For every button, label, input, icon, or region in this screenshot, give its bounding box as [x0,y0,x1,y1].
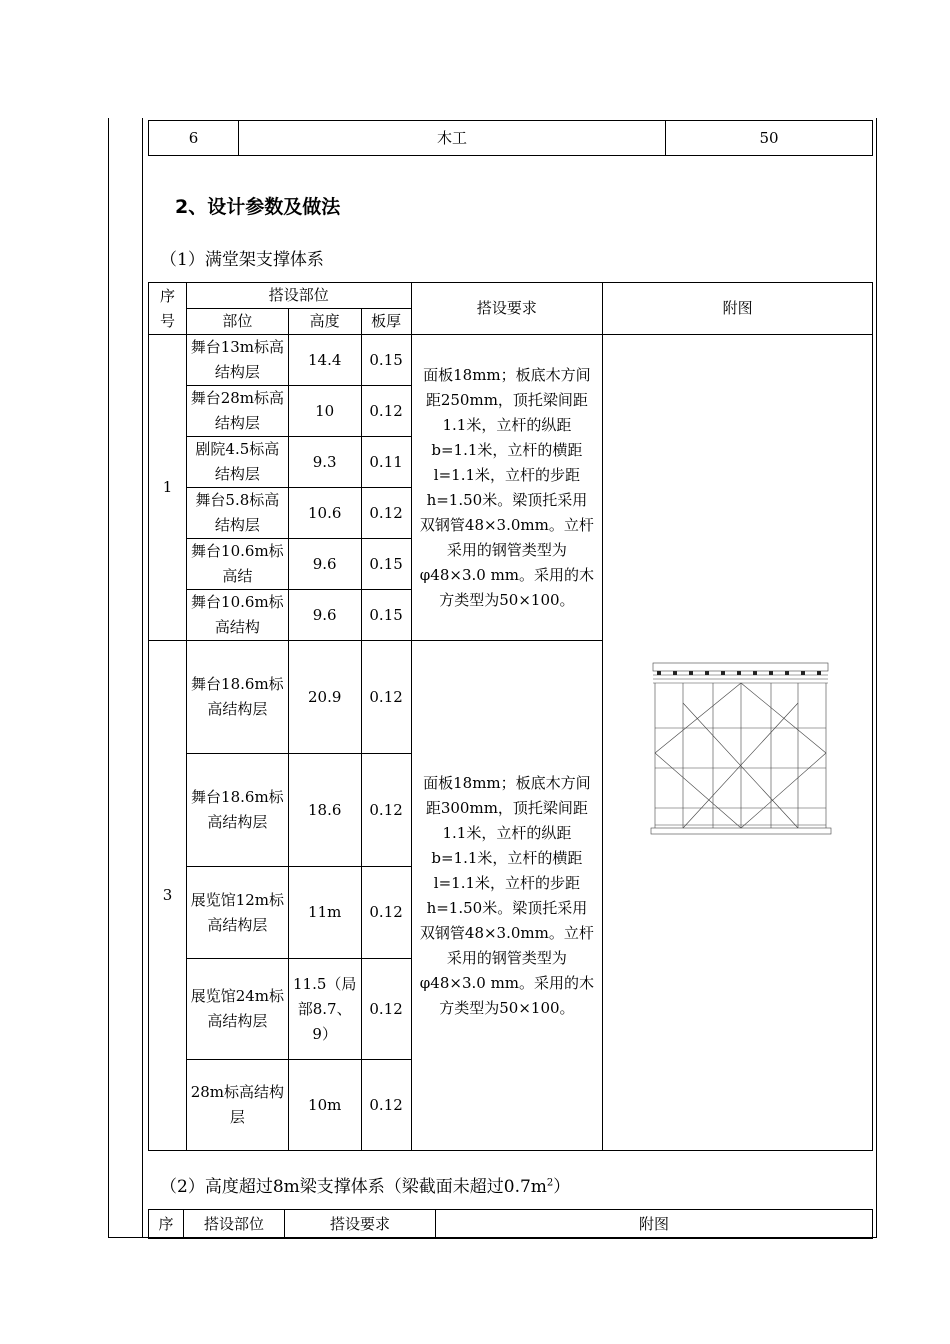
header-location: 搭设部位 [186,283,411,309]
cell-thickness: 0.11 [361,437,411,488]
cell-part: 舞台5.8标高结构层 [186,488,288,539]
cell-part: 展览馆12m标高结构层 [186,867,288,959]
cell-trade: 木工 [239,121,666,156]
trade-table [148,120,873,156]
cell-thickness: 0.12 [361,641,411,754]
cell-part: 剧院4.5标高结构层 [186,437,288,488]
header-no: 序号 [149,283,187,335]
cell-part: 舞台10.6m标高结构 [186,590,288,641]
scaffold-diagram [633,643,843,843]
cell-height: 10 [288,386,361,437]
header-figure: 附图 [603,283,873,335]
cell-thickness: 0.15 [361,335,411,386]
cell-thickness: 0.15 [361,539,411,590]
cell-thickness: 0.12 [361,488,411,539]
group-no: 3 [149,641,187,1151]
cell-thickness: 0.12 [361,867,411,959]
header-thickness: 板厚 [361,309,411,335]
figure-cell [603,335,873,1151]
cell-thickness: 0.12 [361,1060,411,1151]
cell-part: 28m标高结构层 [186,1060,288,1151]
cell-part: 舞台10.6m标高结 [186,539,288,590]
subsection-title-1: （1）满堂架支撑体系 [160,250,324,270]
frame-divider [142,118,143,1238]
cell-thickness: 0.12 [361,754,411,867]
cell-no: 6 [149,121,239,156]
cell-height: 18.6 [288,754,361,867]
cell-thickness: 0.15 [361,590,411,641]
cell-height: 9.3 [288,437,361,488]
requirements-text: 面板18mm；板底木方间距250mm，顶托梁间距1.1米，立杆的纵距b=1.1米，立杆的横距l=1.1米，立杆的步距h=1.50米。梁顶托采用双钢管48×3.0mm。立杆采用的钢管类型为φ48×3.0 mm。采用的木方类型为50×100。 [411,335,603,641]
header-requirements: 搭设要求 [411,283,603,335]
header-no: 序 [149,1210,184,1239]
cell-height: 11m [288,867,361,959]
cell-part: 舞台13m标高结构层 [186,335,288,386]
subsection-title-2-end: ） [553,1177,571,1197]
cell-part: 舞台28m标高结构层 [186,386,288,437]
header-figure: 附图 [436,1210,873,1239]
cell-height: 11.5（局部8.7、9） [288,959,361,1060]
cell-height: 9.6 [288,590,361,641]
header-requirements: 搭设要求 [285,1210,436,1239]
cell-height: 10m [288,1060,361,1151]
section-heading: 2、设计参数及做法 [175,196,341,218]
cell-count: 50 [666,121,873,156]
subsection-title-2 [160,1172,570,1197]
cell-part: 舞台18.6m标高结构层 [186,641,288,754]
group-no: 1 [149,335,187,641]
cell-height: 20.9 [288,641,361,754]
superscript: 2 [546,1177,554,1189]
cell-height: 10.6 [288,488,361,539]
cell-thickness: 0.12 [361,959,411,1060]
header-location: 搭设部位 [184,1210,285,1239]
table-row [149,1210,873,1239]
requirements-text: 面板18mm；板底木方间距300mm，顶托梁间距1.1米，立杆的纵距b=1.1米，立杆的横距l=1.1米，立杆的步距h=1.50米。梁顶托采用双钢管48×3.0mm。立杆采用的钢管类型为φ48×3.0 mm。采用的木方类型为50×100。 [411,641,603,1151]
cell-height: 14.4 [288,335,361,386]
cell-part: 舞台18.6m标高结构层 [186,754,288,867]
header-part: 部位 [186,309,288,335]
cell-part: 展览馆24m标高结构层 [186,959,288,1060]
cell-height: 9.6 [288,539,361,590]
table-row [149,335,873,386]
table-row [149,121,873,156]
cell-thickness: 0.12 [361,386,411,437]
support-system-table [148,282,873,1151]
header-height: 高度 [288,309,361,335]
table-row [149,283,873,309]
beam-support-table [148,1209,873,1239]
subsection-title-2-text: （2）高度超过8m梁支撑体系（梁截面未超过0.7m [160,1177,547,1197]
